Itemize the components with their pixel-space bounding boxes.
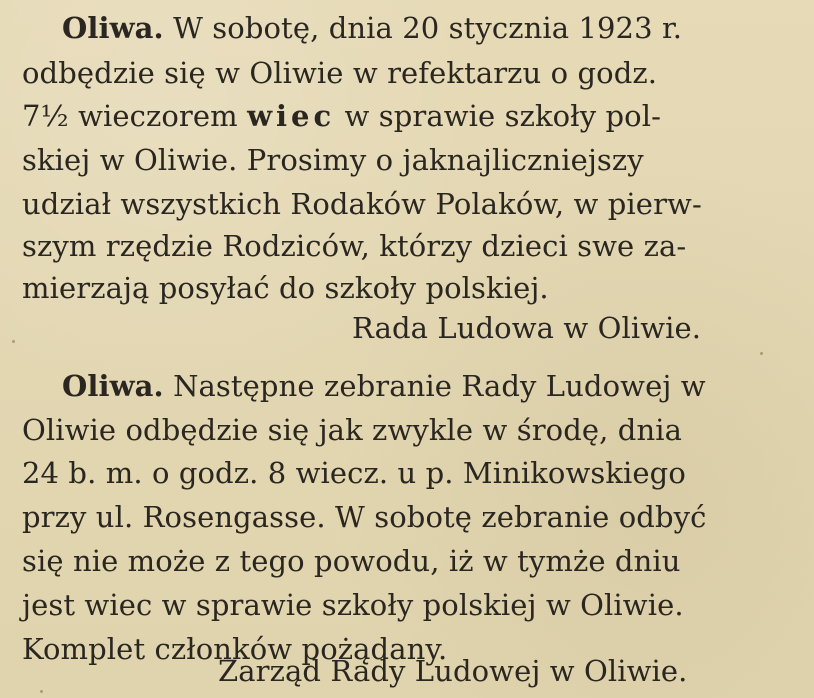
notice1-line-3-a: 7½ wieczorem [22, 99, 248, 133]
notice1-line-3-b: w sprawie szkoły pol- [335, 99, 661, 133]
notice1-line-5: udział wszystkich Rodaków Polaków, w pierw- [22, 187, 702, 221]
print-speck [760, 352, 763, 355]
notice1-line-1 [62, 11, 682, 45]
notice2-line-1 [62, 369, 706, 403]
notice2-line-6: jest wiec w sprawie szkoły polskiej w Oliwie. [22, 588, 684, 622]
notice1-line-4: skiej w Oliwie. Prosimy o jaknajliczniejszy [22, 143, 644, 177]
notice1-heading: Oliwa. [62, 11, 164, 45]
notice2-heading: Oliwa. [62, 369, 164, 403]
notice2-line-7: Komplet członków pożądany. [22, 632, 448, 666]
notice1-line-1-text: W sobotę, dnia 20 stycznia 1923 r. [163, 11, 683, 45]
print-speck [12, 340, 15, 343]
print-speck [40, 690, 43, 693]
notice1-line-6: szym rzędzie Rodziców, którzy dzieci swe za- [22, 229, 687, 263]
notice1-signature: Rada Ludowa w Oliwie. [352, 311, 702, 345]
notice2-line-4: przy ul. Rosengasse. W sobotę zebranie odbyć [22, 500, 707, 534]
notice1-line-2: odbędzie się w Oliwie w refektarzu o godz. [22, 56, 658, 90]
notice1-line-3 [22, 99, 661, 133]
notice2-signature: Zarząd Rady Ludowej w Oliwie. [218, 654, 688, 688]
notice2-line-1-text: Następne zebranie Rady Ludowej w [163, 369, 706, 403]
notice1-emphasis-wiec: wiec [247, 99, 336, 133]
notice2-line-5: się nie może z tego powodu, iż w tymże dniu [22, 544, 681, 578]
notice2-line-2: Oliwie odbędzie się jak zwykle w środę, dnia [22, 413, 682, 447]
notice1-line-7: mierzają posyłać do szkoły polskiej. [22, 271, 549, 305]
notice2-line-3: 24 b. m. o godz. 8 wiecz. u p. Minikowskiego [22, 456, 686, 490]
